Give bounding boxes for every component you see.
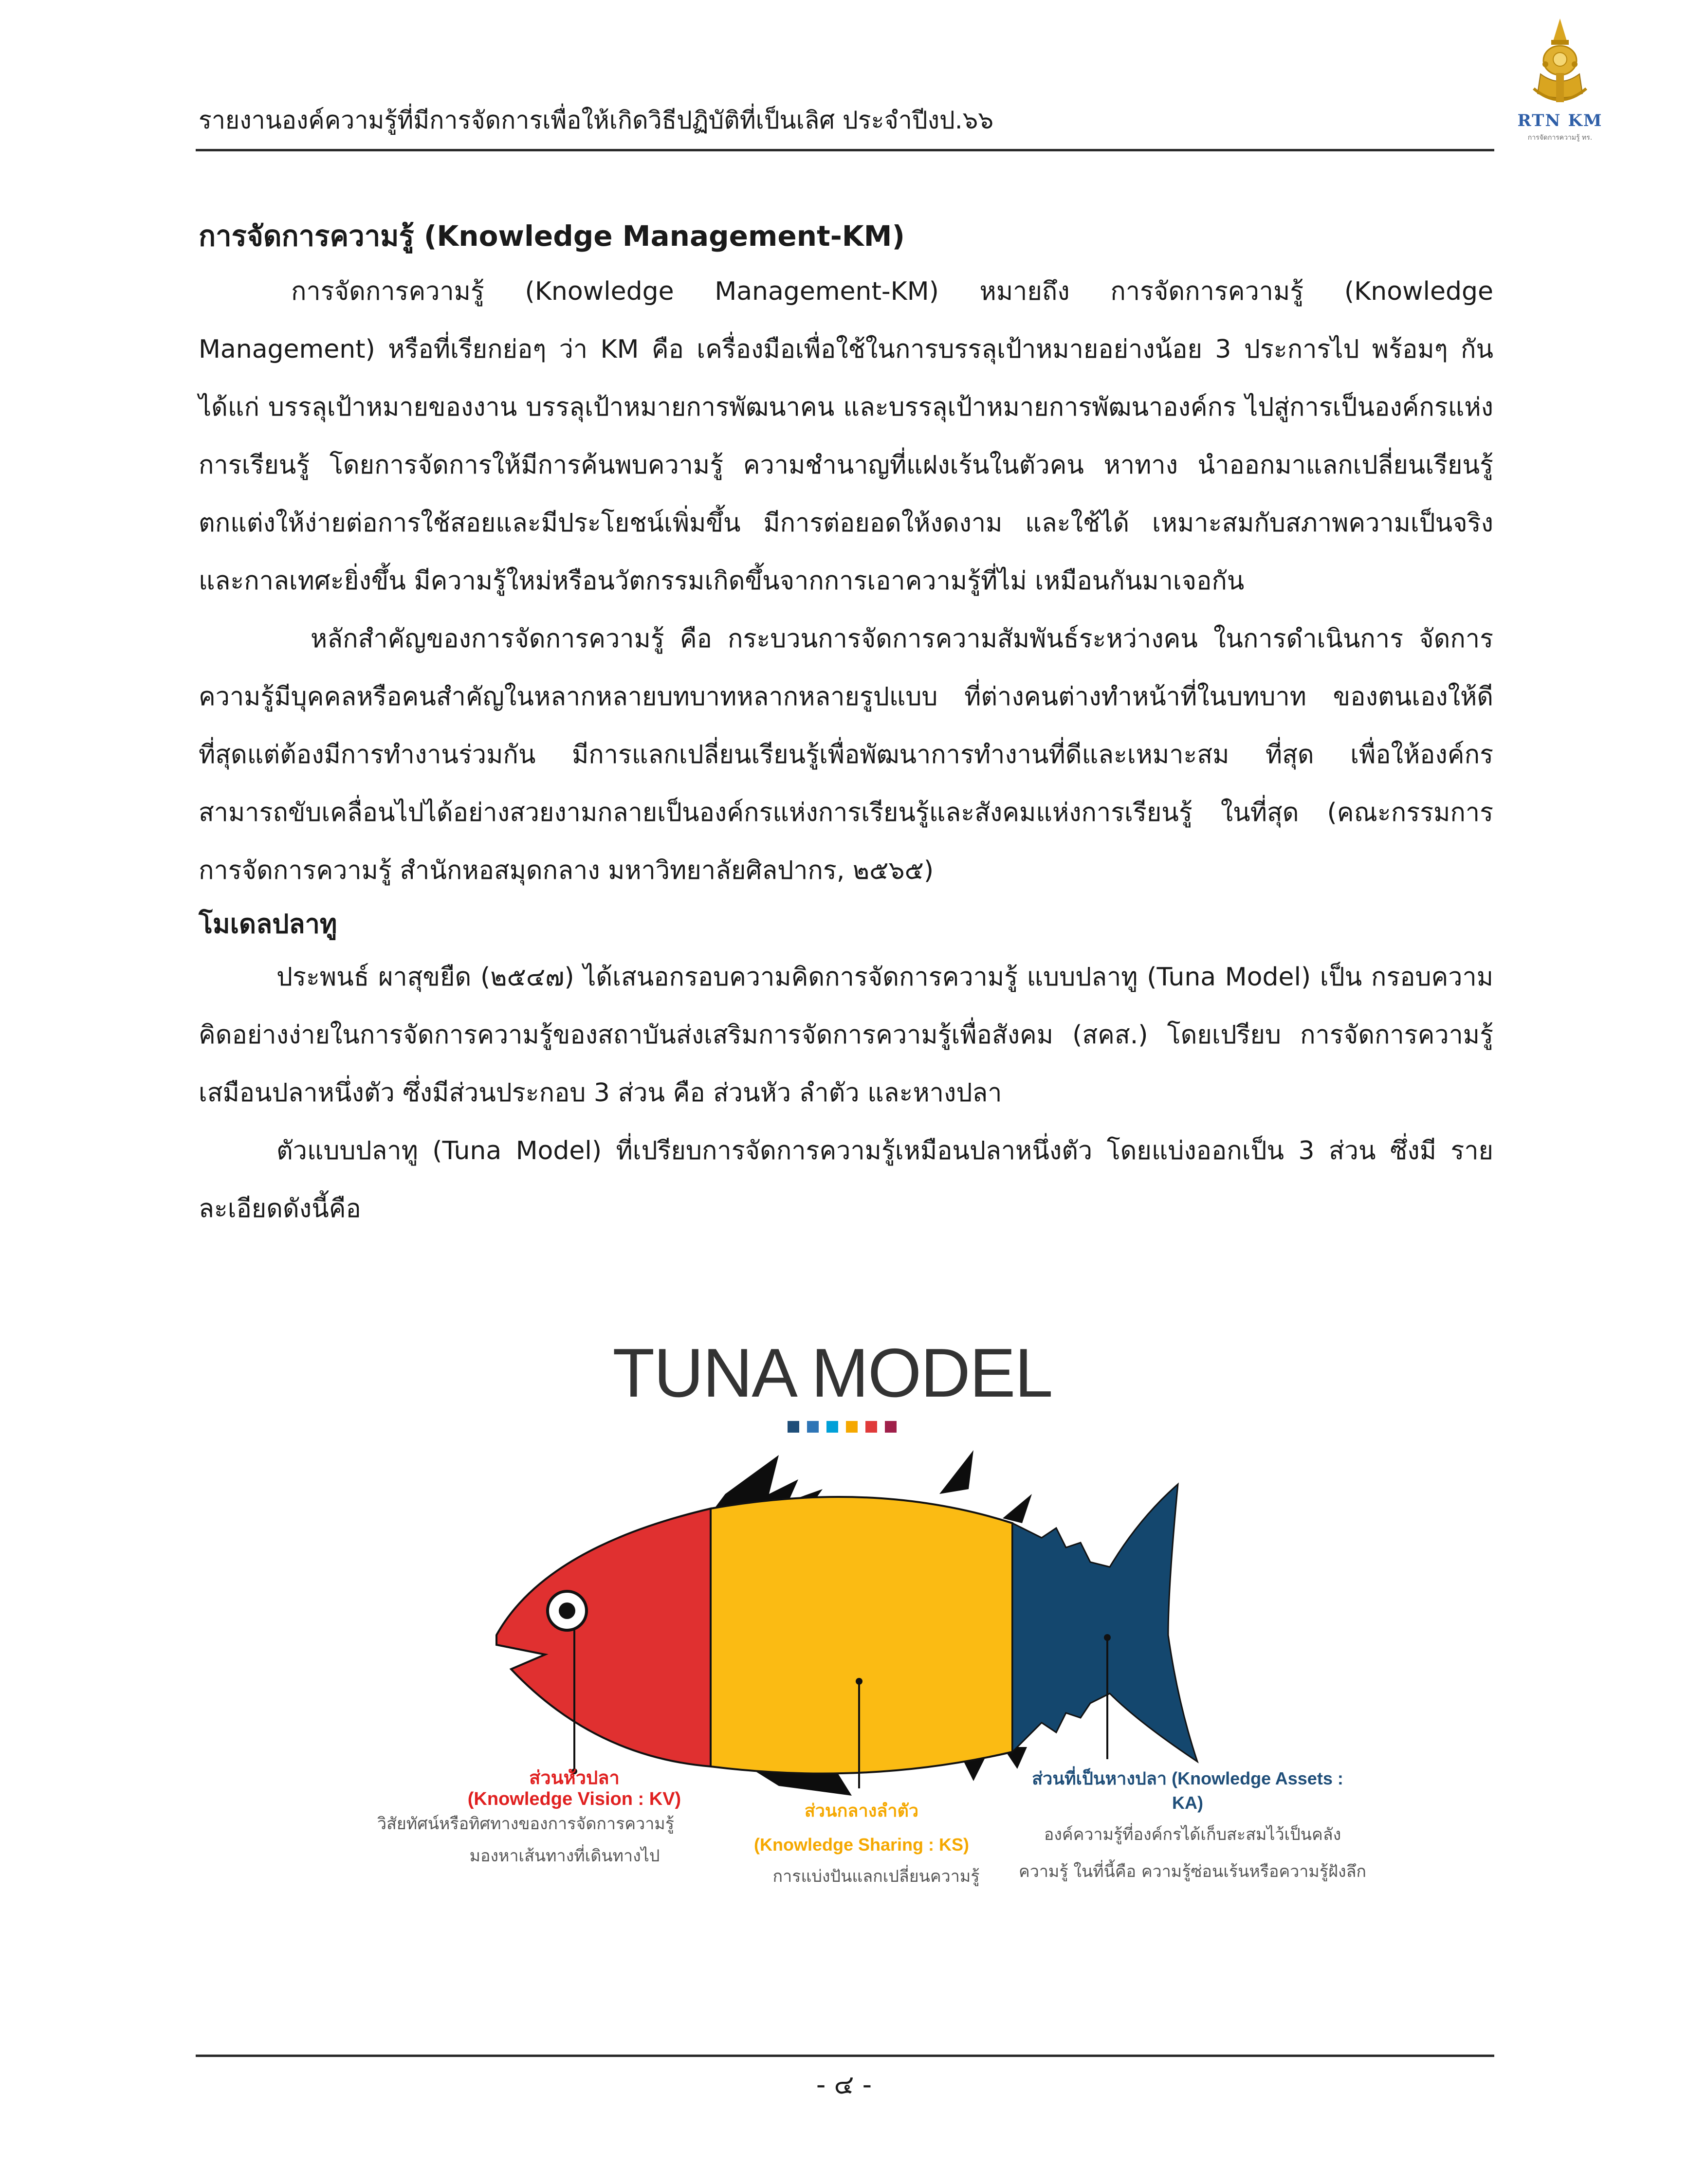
swatch-6 — [885, 1421, 897, 1433]
running-header: รายงานองค์ความรู้ที่มีการจัดการเพื่อให้เกิดวิธีปฏิบัติที่เป็นเลิศ ประจำปีงป.๖๖ — [199, 106, 994, 134]
head-desc-1: วิสัยทัศน์หรือทิศทางของการจัดการความรู้ — [377, 1814, 674, 1834]
swatch-1 — [788, 1421, 799, 1433]
fish-head — [496, 1509, 711, 1766]
section-heading-km: การจัดการความรู้ (Knowledge Management-KM) — [199, 219, 905, 253]
logo-subtitle: การจัดการความรู้ ทร. — [1527, 134, 1593, 142]
head-label: ส่วนหัวปลา — [529, 1768, 620, 1788]
head-subtitle: (Knowledge Vision : KV) — [467, 1789, 681, 1809]
fish-tail — [1012, 1484, 1197, 1762]
swatch-5 — [865, 1421, 877, 1433]
tuna-model-figure — [341, 1333, 1412, 1947]
section-heading-tuna-model: โมเดลปลาทู — [199, 909, 337, 939]
logo-title: RTN KM — [1517, 111, 1603, 130]
fish-body — [711, 1497, 1012, 1774]
rtn-km-logo — [1511, 16, 1609, 142]
emblem-icon — [1511, 16, 1609, 113]
tail-desc-1: องค์ความรู้ที่องค์กรได้เก็บสะสมไว้เป็นคลัง — [1044, 1825, 1341, 1844]
dorsal-finlet — [1003, 1494, 1032, 1523]
tail-label: ส่วนที่เป็นหางปลา (Knowledge Assets : — [1032, 1768, 1343, 1788]
swatch-4 — [846, 1421, 858, 1433]
body-pointer-dot — [856, 1678, 862, 1685]
tuna-model-detail-paragraph: ตัวแบบปลาทู (Tuna Model) ที่เปรียบการจัดการความรู้เหมือนปลาหนึ่งตัว โดยแบ่งออกเป็น 3 ส่วน ซึ่งมี รายละเอียดดังนี้คือ — [199, 1136, 1493, 1223]
head-desc-2: มองหาเส้นทางที่เดินทางไป — [469, 1846, 660, 1866]
fish-eye-pupil — [559, 1602, 575, 1619]
body-subtitle: (Knowledge Sharing : KS) — [753, 1835, 969, 1855]
km-principle-paragraph: หลักสำคัญของการจัดการความรู้ คือ กระบวนการจัดการความสัมพันธ์ระหว่างคน ในการดำเนินการ จัดการความรู้มีบุคคลหรือคนสำคัญในหลากหลายบทบาทหลากหลายรูปแบบ ที่ต่างคนต่างทำหน้าที่ในบทบาท ของตนเองให้ดีที่สุดแต่ต้องมีการทำงานร่วมกัน มีการแลกเปลี่ยนเรียนรู้เพื่อพัฒนาการทำงานที่ดีและเหมาะสม ที่สุด เพื่อให้องค์กรสามารถขับเคลื่อนไปได้อย่างสวยงามกลายเป็นองค์กรแห่งการเรียนรู้และสังคมแห่งการเรียนรู้ ในที่สุด (คณะกรรมการการจัดการความรู้ สำนักหอสมุดกลาง มหาวิทยาลัยศิลปากร, ๒๕๖๕) — [199, 624, 1493, 885]
page-number: - ๔ - — [816, 2069, 872, 2100]
swatch-3 — [826, 1421, 838, 1433]
header-divider — [196, 149, 1494, 151]
figure-title: TUNA MODEL — [612, 1334, 1052, 1412]
dorsal-finlet — [939, 1450, 973, 1494]
tail-label-cont: KA) — [1172, 1793, 1203, 1813]
body-label: ส่วนกลางลำตัว — [804, 1801, 919, 1820]
body-desc-1: การแบ่งปันแลกเปลี่ยนความรู้ — [772, 1867, 980, 1886]
tuna-model-intro-paragraph: ประพนธ์ ผาสุขยืด (๒๕๔๗) ได้เสนอกรอบความคิดการจัดการความรู้ แบบปลาทู (Tuna Model) เป็น กรอบความคิดอย่างง่ายในการจัดการความรู้ของสถาบันส่งเสริมการจัดการความรู้เพื่อสังคม (สคส.) โดยเปรียบ การจัดการความรู้เสมือนปลาหนึ่งตัว ซึ่งมีส่วนประกอบ 3 ส่วน คือ ส่วนหัว ลำตัว และหางปลา — [199, 963, 1493, 1108]
swatch-2 — [807, 1421, 819, 1433]
km-definition-paragraph: การจัดการความรู้ (Knowledge Management-KM) หมายถึง การจัดการความรู้ (Knowledge Management) หรือที่เรียกย่อๆ ว่า KM คือ เครื่องมือเพื่อใช้ในการบรรลุเป้าหมายอย่างน้อย 3 ประการไป พร้อมๆ กัน ได้แก่ บรรลุเป้าหมายของงาน บรรลุเป้าหมายการพัฒนาคน และบรรลุเป้าหมายการพัฒนาองค์กร ไปสู่การเป็นองค์กรแห่งการเรียนรู้ โดยการจัดการให้มีการค้นพบความรู้ ความชำนาญที่แฝงเร้นในตัวคน หาทาง นำออกมาแลกเปลี่ยนเรียนรู้ ตกแต่งให้ง่ายต่อการใช้สอยและมีประโยชน์เพิ่มขึ้น มีการต่อยอดให้งดงาม และใช้ได้ เหมาะสมกับสภาพความเป็นจริงและกาลเทศะยิ่งขึ้น มีความรู้ใหม่หรือนวัตกรรมเกิดขึ้นจากการเอาความรู้ที่ไม่ เหมือนกันมาเจอกัน — [199, 277, 1493, 596]
footer-divider — [196, 2055, 1494, 2057]
document-body — [199, 209, 1493, 1238]
tail-pointer-dot — [1104, 1634, 1111, 1641]
tail-desc-2: ความรู้ ในที่นี้คือ ความรู้ซ่อนเร้นหรือความรู้ฝังลึก — [1019, 1862, 1366, 1881]
